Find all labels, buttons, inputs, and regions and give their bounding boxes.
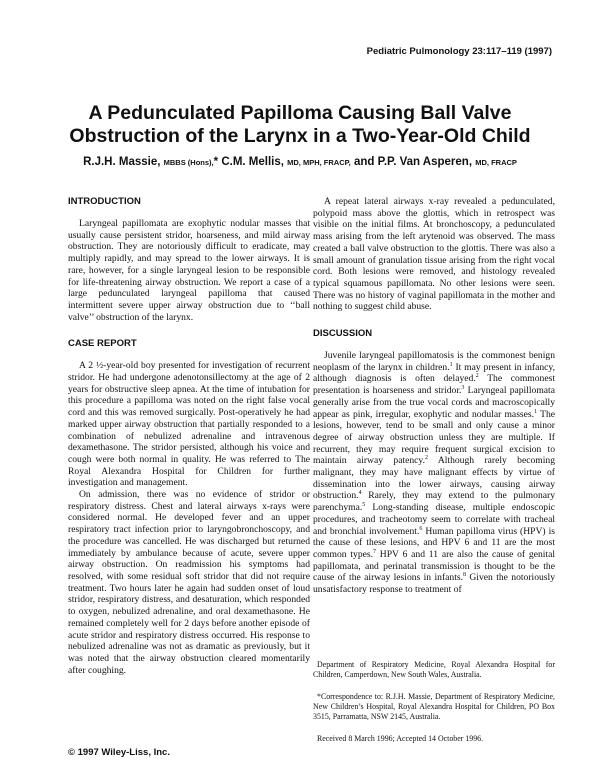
discussion-heading: DISCUSSION xyxy=(313,328,373,340)
correspondence-note: *Correspondence to: R.J.H. Massie, Department of Respiratory Medicine, New Children’s Hospital, Royal Alexandra Hospital for Children, PO Box 3515, Parramatta, NSW 2145, Australia. xyxy=(313,692,555,722)
case-report-paragraph-3: A repeat lateral airways x-ray revealed a pedunculated, polypoid mass above the glottis, which in retrospect was visible on the initial films. At bronchoscopy, a pedunculated mass arising from the left arytenoid was observed. The mass created a ball valve obstruction to the glottis. There was also a small amount of granulation tissue arising from the right vocal cord. Both lesions were removed, and histology revealed typical squamous papillomata. No other lesions were seen. There was no history of vaginal papillomata in the mother and nothing to suggest child abuse. xyxy=(313,196,555,313)
citation-ref: 1 xyxy=(534,408,538,415)
title-line-2: Obstruction of the Larynx in a Two-Year-Old Child xyxy=(69,125,531,147)
citation-ref: 2 xyxy=(425,455,428,462)
received-accepted-dates: Received 8 March 1996; Accepted 14 October 1996. xyxy=(317,734,484,743)
citation-ref: 4 xyxy=(358,490,362,497)
introduction-paragraph: Laryngeal papillomata are exophytic nodular masses that usually cause persistent stridor, hoarseness, and mild airway obstruction. They are notoriously difficult to eradicate, may multiply rapidly, and may spread to the lower airways. It is rare, however, for a single laryngeal lesion to be responsible for life-threatening airway obstruction. We report a case of a large pedunculated laryngeal papilloma that caused intermittent severe upper airway obstruction due to ‘‘ball valve’’ obstruction of the larynx. xyxy=(68,218,310,323)
left-column xyxy=(68,196,310,676)
case-report-heading: CASE REPORT xyxy=(68,338,137,350)
citation-ref: 5 xyxy=(362,501,366,508)
citation-ref: 1 xyxy=(449,361,453,368)
article-title xyxy=(40,102,560,148)
author-list xyxy=(40,156,560,168)
author-3-degrees: MD, FRACP xyxy=(475,158,517,167)
author-1-degrees: MBBS (Hons), xyxy=(163,158,214,167)
affiliation-note: Department of Respiratory Medicine, Royal Alexandra Hospital for Children, Camperdown, New South Wales, Australia. xyxy=(313,660,555,680)
copyright-notice: © 1997 Wiley-Liss, Inc. xyxy=(68,747,170,758)
case-report-paragraph-1: A 2 ½-year-old boy presented for investigation of recurrent stridor. He had undergone adenotonsillectomy at the age of 2 years for obstructive sleep apnea. At the time of intubation for this procedure a papilloma was noted on the right false vocal cord and this was removed surgically. Post-operatively he had marked upper airway obstruction that partially responded to a combination of nebulized adrenaline and intravenous dexamethasone. The stridor persisted, although his voice and cough were both normal in quality. He was referred to The Royal Alexandra Hospital for Children for further investigation and management. xyxy=(68,360,310,489)
citation-ref: 3 xyxy=(461,384,465,391)
author-2-degrees: MD, MPH, FRACP, xyxy=(287,158,351,167)
citation-ref: 6 xyxy=(419,525,423,532)
right-column xyxy=(313,196,555,596)
introduction-heading: INTRODUCTION xyxy=(68,196,141,207)
author-3-name: P.P. Van Asperen, xyxy=(377,156,473,168)
author-2-name: C.M. Mellis, xyxy=(221,156,284,168)
title-line-1: A Pedunculated Papilloma Causing Ball Valve xyxy=(88,102,512,124)
author-and: and xyxy=(353,156,375,168)
citation-ref: 8 xyxy=(463,572,466,579)
discussion-paragraph: Juvenile laryngeal papillomatosis is the commonest benign neoplasm of the larynx in children.$^1$ It may present in infancy, although diagnosis is often delayed.$^2$ The commonest presentation is hoarseness and stridor.$^3$ Laryngeal papillomata generally arise from the true vocal cords and macroscopically appear as pink, irregular, exophytic and nodular masses.$^1$ The lesions, however, tend to be small and only cause a minor degree of airway obstruction unless they are multiple. If recurrent, they may require frequent surgical excision to maintain airway patency.$^2$ Although rarely becoming malignant, they may have malignant effects by virtue of dissemination into the lower airways, causing airway obstruction.$^4$ Rarely, they may extend to the pulmonary parenchyma.$^5$ Long-standing disease, multiple endoscopic procedures, and tracheotomy seem to correlate with tracheal and bronchial involvement.$^6$ Human papilloma virus (HPV) is the cause of these lesions, and HPV 6 and 11 are the most common types.$^7$ HPV 6 and 11 are also the cause of genital papillomata, and perinatal transmission is thought to be the cause of the airway lesions in infants.$^8$ Given the notoriously unsatisfactory response to treatment of xyxy=(313,350,556,596)
author-1-correspondence-mark: * xyxy=(213,156,219,168)
citation-ref: 7 xyxy=(373,548,377,555)
citation-ref: 2 xyxy=(475,373,479,380)
case-report-paragraph-2: On admission, there was no evidence of stridor or respiratory distress. Chest and lateral airways x-rays were considered normal. He developed fever and an upper respiratory tract infection prior to laryngobronchoscopy, and the procedure was cancelled. He was discharged but returned immediately by ambulance because of acute, severe upper airway obstruction. On readmission his symptoms had resolved, with some residual soft stridor that did not require treatment. Two hours later he again had sudden onset of loud stridor, respiratory distress, and desaturation, which responded to oxygen, nebulized adrenaline, and oral dexamethasone. He remained completely well for 2 days before another episode of acute stridor and respiratory distress occurred. His response to nebulized adrenaline was not as dramatic as previously, but it was noted that the airway obstruction cleared momentarily after coughing. xyxy=(68,489,310,676)
author-1-name: R.J.H. Massie, xyxy=(83,156,161,168)
journal-citation: Pediatric Pulmonology 23:117–119 (1997) xyxy=(366,46,552,57)
